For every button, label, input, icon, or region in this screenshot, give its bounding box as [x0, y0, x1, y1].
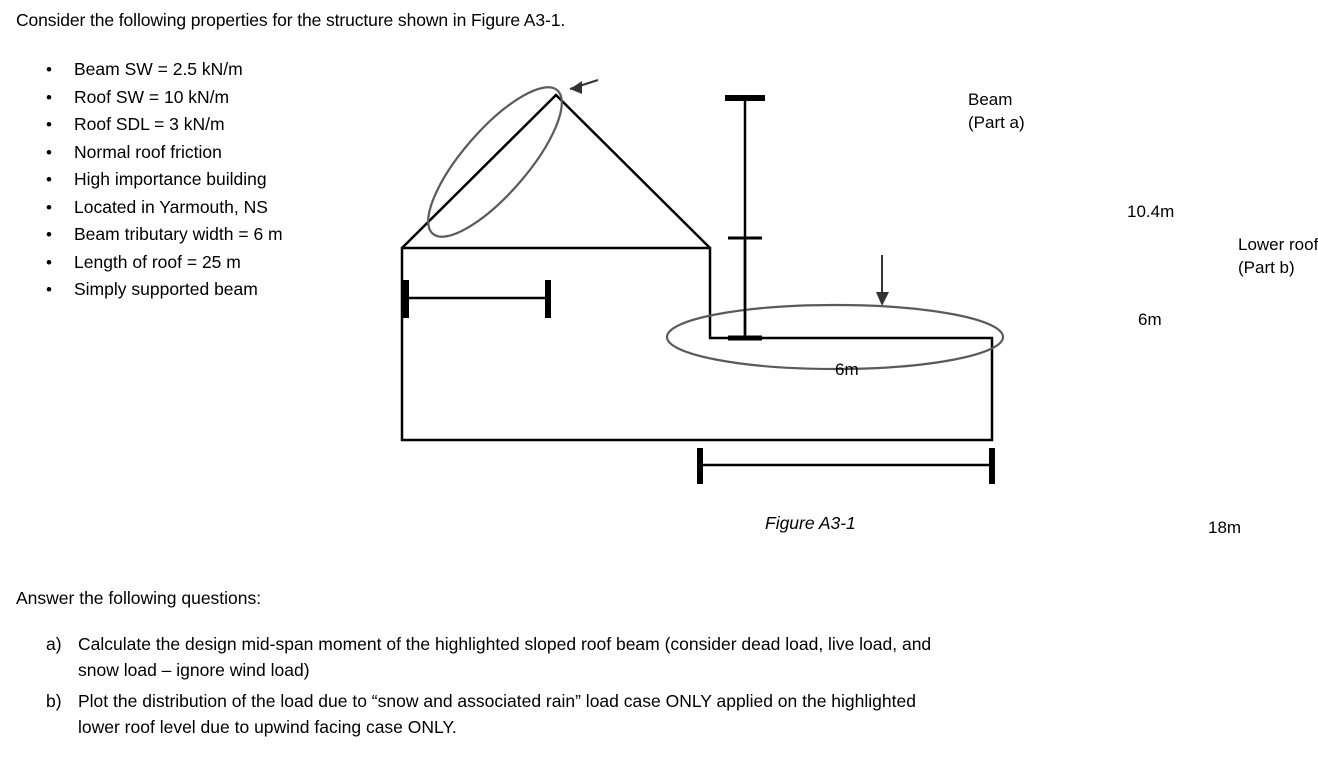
bullet-icon: • [46, 142, 52, 162]
property-text: Length of roof = 25 m [74, 251, 241, 272]
lower-roof-pointer-arrow [876, 255, 889, 306]
list-item [46, 689, 946, 740]
dimension-6m-vertical [728, 238, 762, 338]
bullet-icon: • [46, 225, 52, 244]
bullet-icon: • [46, 280, 52, 299]
bullet-icon: • [46, 252, 52, 272]
list-item [36, 276, 416, 304]
questions-list [46, 632, 946, 746]
intro-text: Consider the following properties for the structure shown in Figure A3-1. [16, 10, 566, 30]
answer-heading: Answer the following questions: [16, 588, 262, 608]
dimension-label-height-lower: 6m [1138, 310, 1162, 329]
property-text: Simply supported beam [74, 279, 258, 299]
question-marker: b) [46, 691, 62, 711]
list-item [46, 632, 946, 683]
question-marker: a) [46, 634, 62, 654]
bullet-icon: • [46, 60, 52, 79]
question-text: Plot the distribution of the load due to “snow and associated rain” load case ONLY applied on the highlighted lower roof level due to upwind facing case ONLY. [78, 691, 916, 737]
dimension-label-span-right: 18m [1208, 518, 1242, 537]
list-item [36, 194, 416, 222]
list-item [36, 56, 416, 84]
bullet-icon: • [46, 115, 52, 134]
dimension-label-span-left: 6m [835, 360, 859, 379]
lower-roof-label-line1: Lower roof [1238, 235, 1318, 254]
question-text: Calculate the design mid-span moment of the highlighted sloped roof beam (consider dead load, live load, and snow load – ignore wind load) [78, 634, 932, 680]
list-item [36, 139, 416, 167]
dimension-label-height-total: 10.4m [1127, 202, 1175, 221]
bullet-icon: • [46, 197, 52, 217]
bullet-icon: • [46, 170, 52, 189]
property-text: Roof SW = 10 kN/m [74, 86, 230, 107]
list-item [36, 84, 416, 112]
lower-roof-label [1238, 233, 1318, 279]
list-item [36, 221, 416, 249]
list-item [36, 249, 416, 277]
dimension-18m [700, 448, 992, 484]
property-text: Located in Yarmouth, NS [74, 196, 268, 217]
bullet-icon: • [46, 87, 52, 107]
dimension-6m-horizontal [406, 280, 548, 318]
structure-figure [370, 40, 1318, 537]
property-text: Beam SW = 2.5 kN/m [74, 59, 243, 79]
properties-list [36, 56, 416, 304]
beam-label [968, 88, 1025, 134]
beam-label-line1: Beam [968, 90, 1013, 109]
list-item [36, 111, 416, 139]
beam-pointer-arrow [570, 80, 598, 94]
building-outline [402, 95, 992, 440]
property-text: Beam tributary width = 6 m [74, 224, 283, 244]
beam-label-line2: (Part a) [968, 113, 1025, 132]
figure-caption: Figure A3-1 [765, 513, 856, 533]
property-text: Normal roof friction [74, 141, 222, 162]
property-text: High importance building [74, 169, 267, 189]
property-text: Roof SDL = 3 kN/m [74, 114, 225, 134]
list-item [36, 166, 416, 194]
lower-roof-label-line2: (Part b) [1238, 258, 1295, 277]
figure-drawing [370, 40, 1020, 520]
